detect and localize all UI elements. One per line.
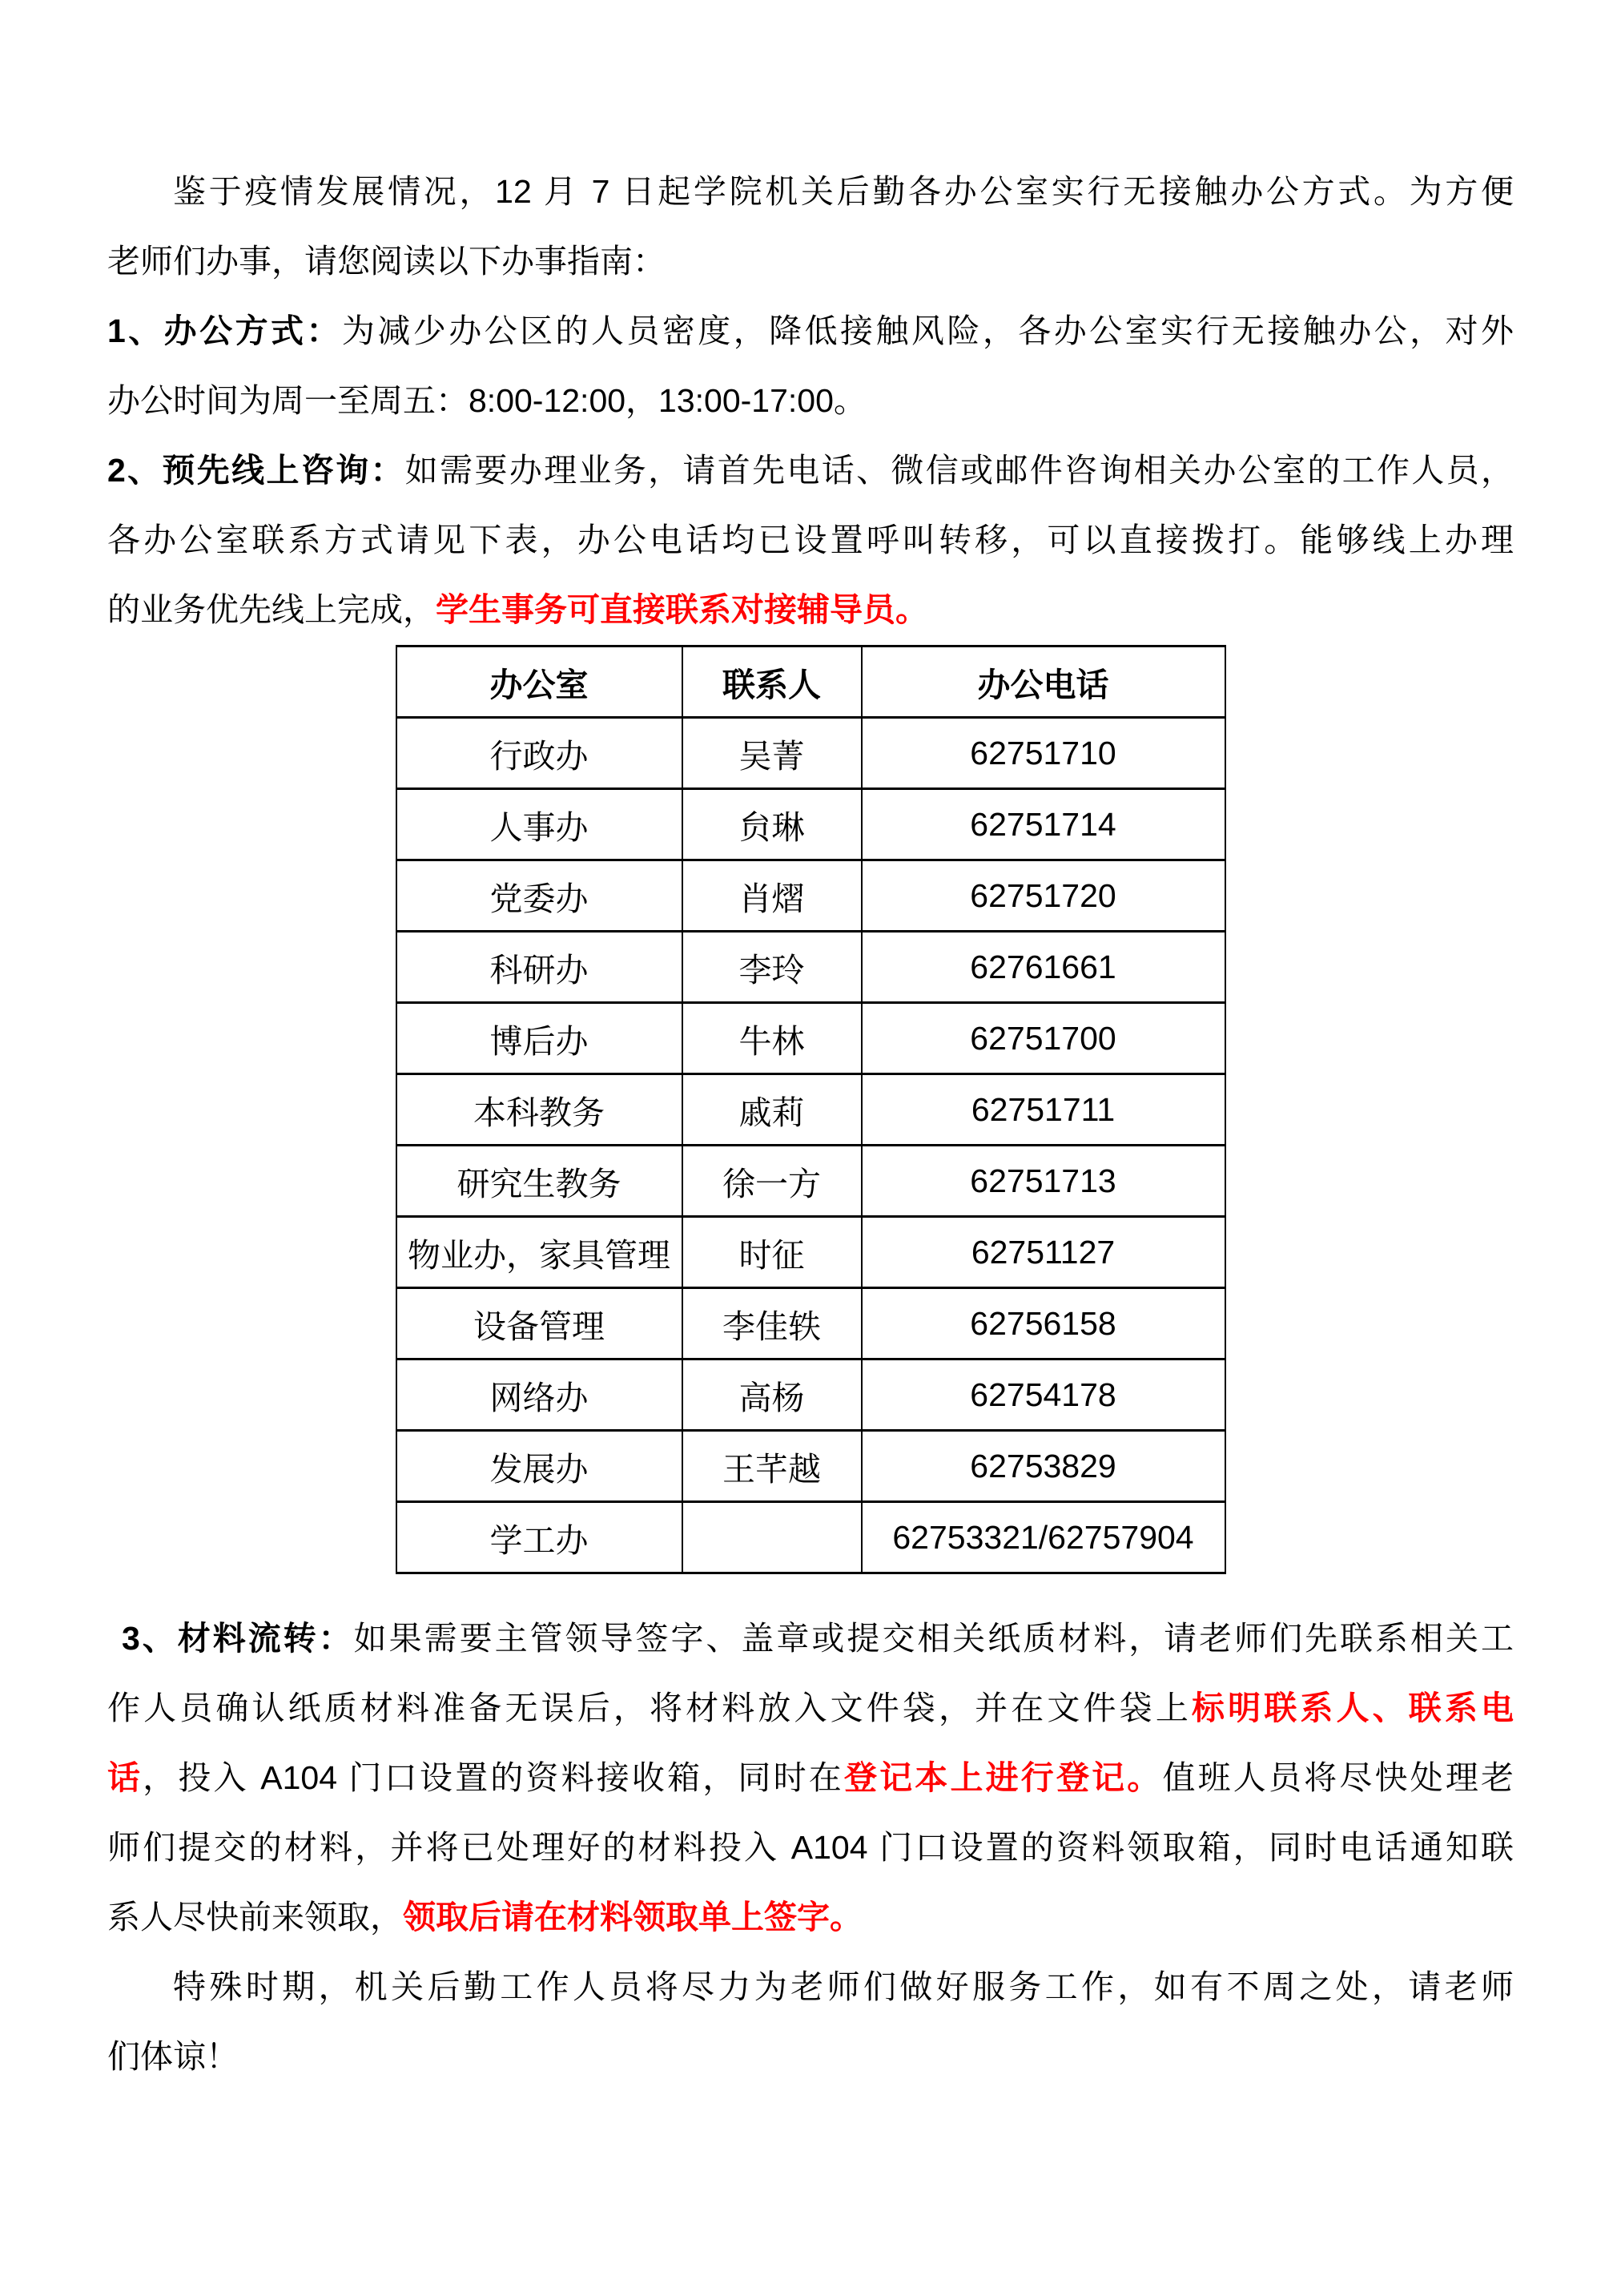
phone-cell: 62756158 [862, 1288, 1225, 1359]
text-segment: ，投入 A104 门口设置的资料接收箱，同时在 [143, 1759, 844, 1796]
table-row [396, 932, 1225, 1003]
paragraph-intro [107, 157, 1514, 296]
paragraph-material-flow [107, 1604, 1514, 1952]
office-cell: 发展办 [396, 1431, 682, 1502]
contact-cell: 高杨 [682, 1359, 862, 1431]
contact-table-body [396, 718, 1225, 1573]
text-line [107, 1813, 1514, 1883]
contact-cell: 李佳轶 [682, 1288, 862, 1359]
contact-cell: 贠琳 [682, 789, 862, 860]
paragraph-closing [107, 1952, 1514, 2092]
text-segment: 3、材料流转： [122, 1620, 354, 1657]
header-contact: 联系人 [682, 647, 862, 718]
table-row [396, 1074, 1225, 1146]
contact-cell: 牛林 [682, 1003, 862, 1074]
text-segment: 们体谅！ [107, 2038, 239, 2075]
text-line [107, 1743, 1514, 1813]
contact-cell: 时征 [682, 1217, 862, 1288]
highlighted-text: 登记本上进行登记。 [843, 1759, 1163, 1796]
header-phone: 办公电话 [862, 647, 1225, 718]
office-cell: 物业办，家具管理 [396, 1217, 682, 1288]
text-segment: 作人员确认纸质材料准备无误后，将材料放入文件袋，并在文件袋上 [107, 1690, 1192, 1726]
text-line [107, 2022, 1514, 2092]
office-cell: 网络办 [396, 1359, 682, 1431]
table-header-row [396, 647, 1225, 718]
text-segment: 各办公室联系方式请见下表，办公电话均已设置呼叫转移，可以直接拨打。能够线上办理 [107, 522, 1514, 558]
text-segment: 如需要办理业务，请首先电话、微信或邮件咨询相关办公室的工作人员， [404, 452, 1514, 489]
contact-table [396, 645, 1226, 1574]
text-segment: 师们提交的材料，并将已处理好的材料投入 A104 门口设置的资料领取箱，同时电话通知联 [107, 1829, 1514, 1866]
phone-cell: 62751713 [862, 1146, 1225, 1217]
table-row [396, 1146, 1225, 1217]
office-cell: 行政办 [396, 718, 682, 789]
highlighted-text: 标明联系人、联系电 [1191, 1690, 1514, 1726]
office-cell: 研究生教务 [396, 1146, 682, 1217]
text-segment: 2、预先线上咨询： [107, 452, 405, 489]
text-line [107, 157, 1514, 227]
office-cell: 设备管理 [396, 1288, 682, 1359]
text-segment: 为减少办公区的人员密度，降低接触风险，各办公室实行无接触办公，对外 [341, 312, 1514, 349]
text-segment: 老师们办事，请您阅读以下办事指南： [107, 243, 666, 280]
contact-cell: 戚莉 [682, 1074, 862, 1146]
paragraph-online-consult [107, 436, 1514, 645]
header-office: 办公室 [396, 647, 682, 718]
table-row [396, 1217, 1225, 1288]
highlighted-text: 领取后请在材料领取单上签字。 [403, 1899, 863, 1935]
text-segment: 特殊时期，机关后勤工作人员将尽力为老师们做好服务工作，如有不周之处，请老师 [173, 1968, 1514, 2005]
contact-cell: 吴菁 [682, 718, 862, 789]
text-segment: 1、办公方式： [107, 312, 342, 349]
phone-cell: 62751714 [862, 789, 1225, 860]
contact-cell: 李玲 [682, 932, 862, 1003]
phone-cell: 62761661 [862, 932, 1225, 1003]
text-line [107, 436, 1514, 506]
phone-cell: 62751127 [862, 1217, 1225, 1288]
text-line [107, 227, 1514, 296]
phone-cell: 62754178 [862, 1359, 1225, 1431]
text-segment: 鉴于疫情发展情况，12 月 7 日起学院机关后勤各办公室实行无接触办公方式。为方便 [173, 173, 1514, 210]
office-cell: 学工办 [396, 1502, 682, 1573]
phone-cell: 62751700 [862, 1003, 1225, 1074]
table-row [396, 718, 1225, 789]
table-row [396, 1431, 1225, 1502]
text-line [107, 366, 1514, 436]
text-line [107, 1952, 1514, 2022]
contact-cell: 肖熠 [682, 860, 862, 932]
table-row [396, 860, 1225, 932]
phone-cell: 62751710 [862, 718, 1225, 789]
phone-cell: 62753829 [862, 1431, 1225, 1502]
contact-table-header [396, 647, 1225, 718]
highlighted-text: 学生事务可直接联系对接辅导员。 [436, 591, 928, 628]
text-segment: 的业务优先线上完成， [107, 591, 436, 628]
office-cell: 科研办 [396, 932, 682, 1003]
text-line [107, 1604, 1514, 1674]
phone-cell: 62751720 [862, 860, 1225, 932]
text-line [107, 575, 1514, 645]
text-line [107, 506, 1514, 575]
text-line [107, 296, 1514, 366]
contact-cell [682, 1502, 862, 1573]
office-cell: 党委办 [396, 860, 682, 932]
table-row [396, 1003, 1225, 1074]
text-line [107, 1674, 1514, 1743]
text-segment: 办公时间为周一至周五：8:00-12:00，13:00-17:00。 [107, 382, 867, 419]
text-segment: 如果需要主管领导签字、盖章或提交相关纸质材料，请老师们先联系相关工 [353, 1620, 1514, 1657]
contact-cell: 徐一方 [682, 1146, 862, 1217]
office-cell: 博后办 [396, 1003, 682, 1074]
contact-cell: 王芊越 [682, 1431, 862, 1502]
text-line [107, 1883, 1514, 1952]
phone-cell: 62753321/62757904 [862, 1502, 1225, 1573]
office-cell: 本科教务 [396, 1074, 682, 1146]
text-segment: 值班人员将尽快处理老 [1162, 1759, 1514, 1796]
table-row [396, 1359, 1225, 1431]
table-row [396, 1502, 1225, 1573]
highlighted-text: 话 [107, 1759, 143, 1796]
text-segment: 系人尽快前来领取， [107, 1899, 403, 1935]
table-row [396, 1288, 1225, 1359]
table-row [396, 789, 1225, 860]
paragraph-office-mode [107, 296, 1514, 436]
phone-cell: 62751711 [862, 1074, 1225, 1146]
office-cell: 人事办 [396, 789, 682, 860]
